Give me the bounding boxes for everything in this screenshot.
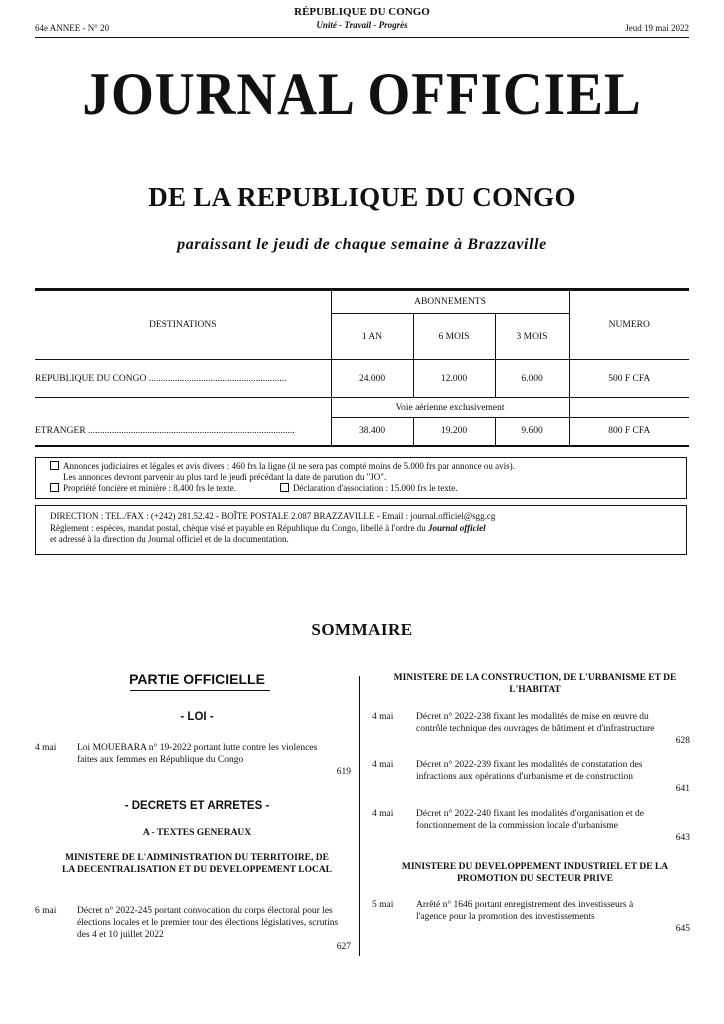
direction-line-1: DIRECTION : TEL./FAX : (+242) 281.52.42 - BOÎTE POSTALE 2.087 BRAZZAVILLE - Email : journal.officiel@sgg.cg <box>50 511 496 521</box>
announcements-box <box>35 457 687 499</box>
price-etranger-1an: 38.400 <box>331 418 413 446</box>
list-item <box>35 905 351 957</box>
textes-generaux-heading: A - TEXTES GENERAUX <box>142 828 252 838</box>
entry-text: Décret n° 2022-245 portant convocation du corps électoral pour les élections locales et le premier tour des élections législatives, scrutins des 4 et 10 juillet 2022 <box>77 906 339 940</box>
direction-journal-name: Journal officiel <box>428 522 486 533</box>
entry-text: Décret n° 2022-238 fixant les modalités de mise en œuvre du contrôle technique des ouvrages de bâtiment et d'infrastructure <box>416 712 655 734</box>
entry-date: 6 mai <box>35 906 57 916</box>
notice-line-1: Annonces judiciaires et légales et avis divers : 460 frs la ligne (il ne sera pas compté moins de 5.000 frs par annonce ou avis). <box>63 461 515 471</box>
table-row: REPUBLIQUE DU CONGO .......................................................... 24.000 12.000 6.000 500 F CFA <box>35 360 689 398</box>
notice-line-2: Les annonces devront parvenir au plus tard le jeudi précédant la date de parution du "JO". <box>63 472 387 482</box>
price-congo-3mois: 6.000 <box>495 360 569 398</box>
ministere-construction: MINISTERE DE LA CONSTRUCTION, DE L'URBANISME ET DE L'HABITAT <box>393 673 677 695</box>
entry-text: Arrêté n° 1646 portant enregistrement des investisseurs à l'agence pour la promotion des investissements <box>416 900 634 922</box>
period-6mois: 6 MOIS <box>413 314 495 360</box>
direction-line-3: et adressé à la direction du Journal officiel et de la documentation. <box>50 534 289 544</box>
entry-page: 619 <box>336 767 351 777</box>
direction-box <box>35 505 687 555</box>
decrets-heading: - DECRETS ET ARRETES - <box>124 800 270 812</box>
issue-date: Jeud 19 mai 2022 <box>625 23 689 33</box>
ministere-developpement: MINISTERE DU DEVELOPPEMENT INDUSTRIEL ET DE LA PROMOTION DU SECTEUR PRIVE <box>401 862 669 884</box>
air-note: Voie aérienne exclusivement <box>331 398 569 418</box>
national-motto: Unité - Travail - Progrès <box>316 20 408 30</box>
ministere-administration: MINISTERE DE L'ADMINISTRATION DU TERRITOIRE, DE LA DECENTRALISATION ET DU DEVELOPPEMENT LOCAL <box>62 853 333 875</box>
issue-number: 64e ANNEE - N° 20 <box>35 23 110 33</box>
masthead-tagline: paraissant le jeudi de chaque semaine à Brazzaville <box>177 236 547 253</box>
republic-name: RÉPUBLIQUE DU CONGO <box>294 6 430 18</box>
table-row: ETRANGER ....................................................................................... 38.400 19.200 9.600 800 F CFA <box>35 418 689 446</box>
square-bullet-icon <box>280 483 289 492</box>
numero-header: NUMERO <box>569 290 689 360</box>
entry-date: 4 mai <box>35 743 57 753</box>
entry-page: 627 <box>336 942 351 952</box>
list-item <box>372 759 690 799</box>
partie-officielle-heading: PARTIE OFFICIELLE <box>129 671 265 687</box>
sommaire-title: SOMMAIRE <box>311 620 413 639</box>
entry-date: 4 mai <box>372 712 394 722</box>
list-item <box>372 808 690 848</box>
masthead-title: JOURNAL OFFICIEL <box>82 61 642 127</box>
price-etranger-6mois: 19.200 <box>413 418 495 446</box>
top-header <box>35 4 689 36</box>
list-item <box>372 711 690 751</box>
entry-text: Décret n° 2022-240 fixant les modalités d'organisation et de fonctionnement de la commission locale d'urbanisme <box>416 809 644 831</box>
entry-date: 5 mai <box>372 900 394 910</box>
list-item <box>35 742 351 782</box>
period-1an: 1 AN <box>331 314 413 360</box>
destinations-header: DESTINATIONS <box>35 290 331 360</box>
square-bullet-icon <box>50 483 59 492</box>
price-etranger-3mois: 9.600 <box>495 418 569 446</box>
numero-etranger: 800 F CFA <box>569 418 689 446</box>
dest-etranger: ETRANGER <box>35 426 86 436</box>
numero-congo: 500 F CFA <box>569 360 689 398</box>
entry-page: 641 <box>675 784 690 794</box>
heading-underline <box>130 690 270 691</box>
subscription-table <box>35 288 689 447</box>
abonnements-header: ABONNEMENTS <box>331 290 569 314</box>
entry-page: 645 <box>675 924 690 934</box>
price-congo-1an: 24.000 <box>331 360 413 398</box>
square-bullet-icon <box>50 461 59 470</box>
header-rule <box>35 37 689 38</box>
list-item <box>372 899 690 939</box>
entry-date: 4 mai <box>372 809 394 819</box>
price-congo-6mois: 12.000 <box>413 360 495 398</box>
notice-line-3a: Propriété foncière et minière : 8.400 frs le texte. <box>63 483 236 493</box>
period-3mois: 3 MOIS <box>495 314 569 360</box>
dest-congo: REPUBLIQUE DU CONGO <box>35 373 147 384</box>
entry-page: 643 <box>675 833 690 843</box>
notice-line-3b: Déclaration d'association : 15.000 frs le texte. <box>292 483 458 493</box>
column-divider <box>359 676 360 956</box>
loi-heading: - LOI - <box>180 711 214 723</box>
entry-date: 4 mai <box>372 760 394 770</box>
direction-line-2: Règlement : espèces, mandat postal, chèque visé et payable en République du Congo, libellé à l'ordre du <box>50 522 426 533</box>
entry-text: Loi MOUEBARA n° 19-2022 portant lutte contre les violences faites aux femmes en République du Congo <box>77 743 318 765</box>
entry-text: Décret n° 2022-239 fixant les modalités de constatation des infractions aux opérations d'urbanisme et de construction <box>416 760 643 782</box>
masthead-subtitle: DE LA REPUBLIQUE DU CONGO <box>148 182 576 212</box>
entry-page: 628 <box>675 736 690 746</box>
